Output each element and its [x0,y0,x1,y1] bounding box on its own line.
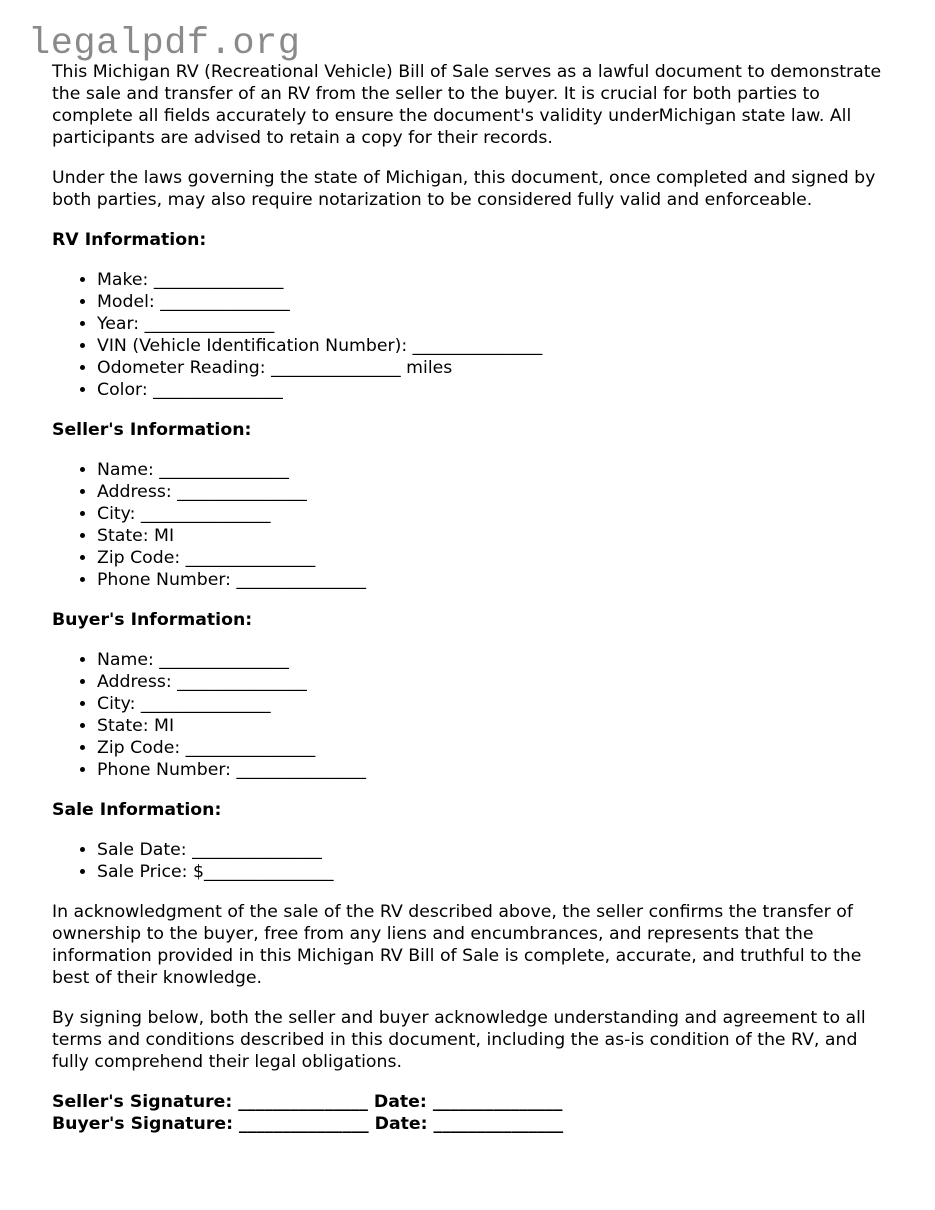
watermark-logo: legalpdf.org [28,23,301,65]
buyer-phone-field: • Phone Number: _______________ [97,759,892,781]
rv-color-field: • Color: _______________ [97,379,892,401]
seller-signature-line: Seller's Signature: _______________ Date: _______________ [52,1092,563,1112]
seller-phone-field: • Phone Number: _______________ [97,569,892,591]
buyer-zip-field: • Zip Code: _______________ [97,737,892,759]
acknowledgment-paragraph: In acknowledgment of the sale of the RV described above, the seller confirms the transfer of ownership to the buyer, free from any liens and encumbrances, and represents that the information provided in this Michigan RV Bill of Sale is complete, accurate, and truthful to the best of their knowledge. [52,902,862,988]
rv-information-heading: RV Information: [52,230,207,250]
rv-year-field: • Year: _______________ [97,313,892,335]
sale-price-field: • Sale Price: $_______________ [97,861,892,883]
rv-odometer-field: • Odometer Reading: _______________ miles [97,357,892,379]
rv-information-list [52,269,892,401]
sale-information-list [52,839,892,883]
intro-paragraph-1: This Michigan RV (Recreational Vehicle) Bill of Sale serves as a lawful document to demonstrate the sale and transfer of an RV from the seller to the buyer. It is crucial for both parties to complete all fields accurately to ensure the document's validity underMichigan state law. All participants are advised to retain a copy for their records. [52,62,882,148]
document-body [52,61,892,1135]
sale-information-heading: Sale Information: [52,800,222,820]
seller-information-heading: Seller's Information: [52,420,252,440]
seller-city-field: • City: _______________ [97,503,892,525]
buyer-information-list [52,649,892,781]
seller-name-field: • Name: _______________ [97,459,892,481]
buyer-signature-line: Buyer's Signature: _______________ Date: _______________ [52,1114,564,1134]
buyer-city-field: • City: _______________ [97,693,892,715]
buyer-information-heading: Buyer's Information: [52,610,253,630]
seller-state-field: • State: MI [97,525,892,547]
intro-paragraph-2: Under the laws governing the state of Michigan, this document, once completed and signed by both parties, may also require notarization to be considered fully valid and enforceable. [52,168,876,210]
buyer-name-field: • Name: _______________ [97,649,892,671]
rv-model-field: • Model: _______________ [97,291,892,313]
agreement-paragraph: By signing below, both the seller and buyer acknowledge understanding and agreement to all terms and conditions described in this document, including the as-is condition of the RV, and fully comprehend their legal obligations. [52,1008,866,1072]
seller-information-list [52,459,892,591]
rv-vin-field: • VIN (Vehicle Identification Number): _______________ [97,335,892,357]
buyer-state-field: • State: MI [97,715,892,737]
rv-make-field: • Make: _______________ [97,269,892,291]
seller-address-field: • Address: _______________ [97,481,892,503]
seller-zip-field: • Zip Code: _______________ [97,547,892,569]
sale-date-field: • Sale Date: _______________ [97,839,892,861]
buyer-address-field: • Address: _______________ [97,671,892,693]
